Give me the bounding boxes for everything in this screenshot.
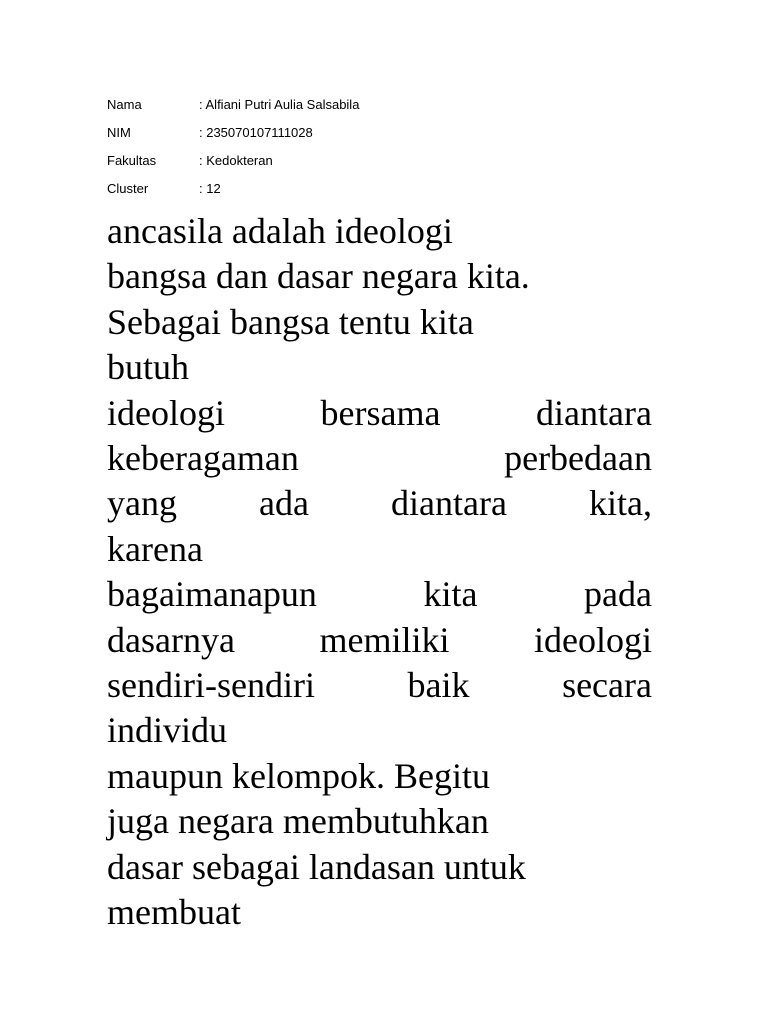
student-info-table	[107, 90, 359, 202]
body-word: bagaimanapun	[107, 574, 317, 615]
info-value: : 235070107111028	[199, 124, 313, 140]
body-line: Sebagai bangsa tentu kita	[107, 301, 474, 342]
body-line: bangsa dan dasar negara kita.	[107, 256, 530, 297]
info-row-nama	[107, 90, 359, 118]
info-row-cluster	[107, 174, 359, 202]
body-word: ideologi	[534, 619, 652, 660]
body-line	[107, 436, 652, 481]
body-line: karena	[107, 528, 203, 569]
body-line: individu	[107, 710, 228, 751]
body-word: yang	[107, 483, 177, 524]
body-word: sendiri-sendiri	[107, 665, 315, 706]
info-value: : Kedokteran	[199, 152, 273, 168]
body-line: juga negara membutuhkan	[107, 801, 489, 842]
body-line	[107, 391, 652, 436]
body-line	[107, 481, 652, 526]
body-word: ada	[259, 483, 309, 524]
body-word: diantara	[536, 392, 652, 433]
body-word: diantara	[391, 483, 507, 524]
info-row-nim	[107, 118, 359, 146]
info-label: Nama	[107, 96, 142, 112]
body-word: kita	[423, 574, 478, 615]
info-label: NIM	[107, 124, 131, 140]
body-line: maupun kelompok. Begitu	[107, 755, 490, 796]
body-word: memiliki	[319, 619, 450, 660]
info-label: Fakultas	[107, 152, 157, 168]
body-word: dasarnya	[107, 619, 235, 660]
body-word: perbedaan	[504, 438, 652, 479]
body-line	[107, 618, 652, 663]
body-word: baik	[407, 665, 470, 706]
body-line: dasar sebagai landasan untuk	[107, 846, 526, 887]
body-word: secara	[562, 665, 652, 706]
body-word: keberagaman	[107, 438, 299, 479]
body-word: ideologi	[107, 392, 225, 433]
info-value: : Alfiani Putri Aulia Salsabila	[199, 96, 360, 112]
body-line	[107, 663, 652, 708]
body-line: membuat	[107, 892, 241, 933]
info-row-fakultas	[107, 146, 359, 174]
info-value: : 12	[199, 180, 221, 196]
body-line	[107, 572, 652, 617]
body-word: bersama	[320, 392, 441, 433]
body-word: pada	[584, 574, 652, 615]
body-line: butuh	[107, 347, 190, 388]
body-line: ancasila adalah ideologi	[107, 211, 453, 251]
info-label: Cluster	[107, 180, 149, 196]
body-word: kita,	[588, 483, 652, 524]
body-paragraph	[107, 209, 652, 936]
